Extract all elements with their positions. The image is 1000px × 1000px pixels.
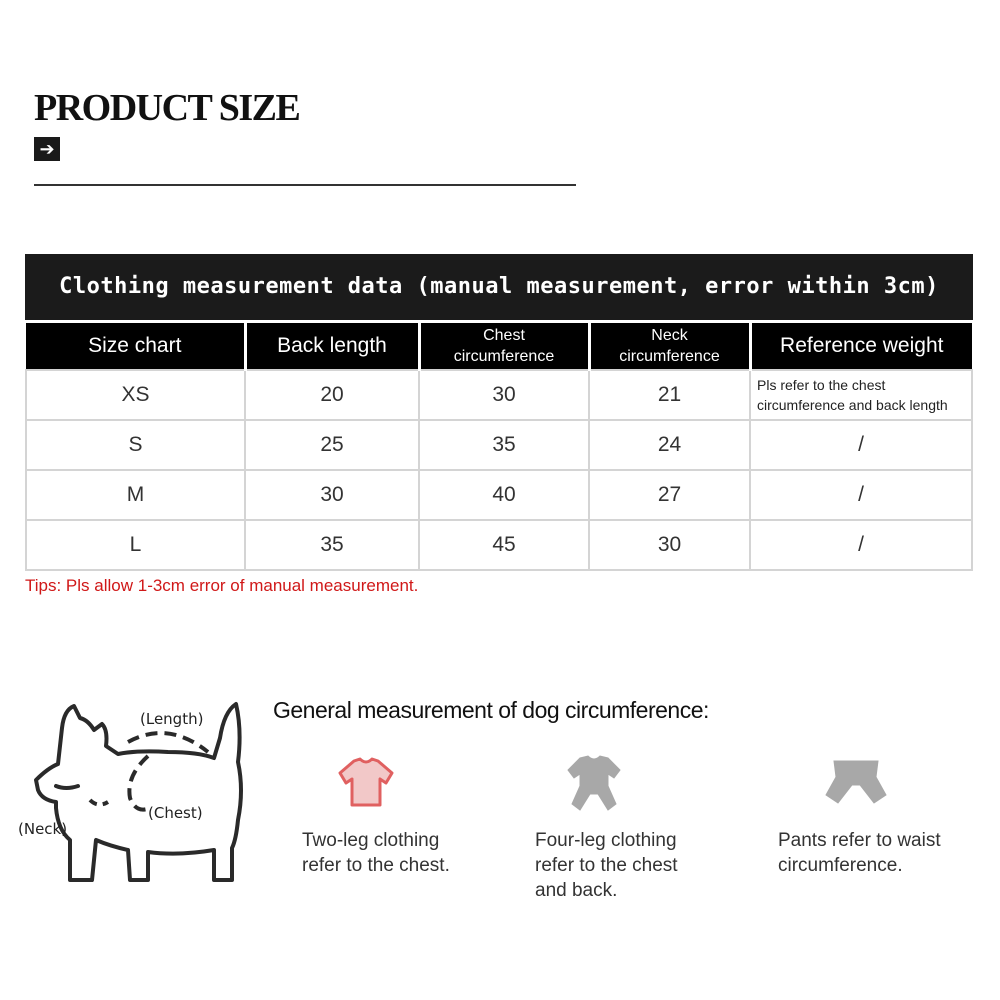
header-neck-circumference	[589, 323, 750, 370]
two-leg-caption-line2: refer to the chest.	[302, 855, 450, 876]
neck-measure-line	[90, 800, 108, 805]
pants-caption-line2: circumference.	[778, 855, 903, 876]
table-row	[26, 520, 972, 570]
header-chest-circumference	[419, 323, 589, 370]
chest-cell: 35	[419, 420, 589, 470]
title-divider	[34, 184, 576, 186]
chest-cell: 45	[419, 520, 589, 570]
tips-note: Tips: Pls allow 1-3cm error of manual measurement.	[25, 576, 419, 595]
page-title: PRODUCT SIZE	[34, 87, 300, 129]
header-back-length: Back length	[245, 323, 419, 370]
reference-weight-cell: /	[750, 520, 972, 570]
header-neck-circumference-label: Neck circumference	[619, 327, 720, 365]
back-length-cell: 35	[245, 520, 419, 570]
general-measurement-title: General measurement of dog circumference:	[273, 697, 709, 723]
back-length-cell: 20	[245, 370, 419, 420]
reference-weight-cell: Pls refer to the chest circumference and back length	[750, 370, 972, 420]
chest-cell: 40	[419, 470, 589, 520]
measurement-banner: Clothing measurement data (manual measurement, error within 3cm)	[25, 254, 973, 320]
size-cell: L	[26, 520, 245, 570]
neck-cell: 21	[589, 370, 750, 420]
table-row	[26, 370, 972, 420]
pants-icon	[822, 757, 890, 809]
table-row	[26, 420, 972, 470]
four-leg-caption-line1: Four-leg clothing	[535, 830, 677, 851]
size-cell: XS	[26, 370, 245, 420]
back-length-cell: 30	[245, 470, 419, 520]
four-leg-caption	[535, 828, 678, 903]
neck-cell: 30	[589, 520, 750, 570]
four-leg-caption-line2: refer to the chest	[535, 855, 678, 876]
size-cell: M	[26, 470, 245, 520]
neck-cell: 27	[589, 470, 750, 520]
reference-weight-cell: /	[750, 420, 972, 470]
length-label: (Length)	[140, 710, 204, 728]
back-length-cell: 25	[245, 420, 419, 470]
chest-measure-line	[129, 756, 150, 810]
header-reference-weight: Reference weight	[750, 323, 972, 370]
pants-caption	[778, 828, 941, 878]
arrow-right-icon: ➔	[34, 137, 60, 161]
neck-label: (Neck)	[18, 820, 68, 838]
header-chest-circumference-label: Chest circumference	[453, 327, 555, 365]
reference-weight-cell: /	[750, 470, 972, 520]
table-row	[26, 470, 972, 520]
chest-cell: 30	[419, 370, 589, 420]
two-leg-caption-line1: Two-leg clothing	[302, 830, 440, 851]
dog-measurement-diagram	[18, 690, 268, 890]
two-leg-shirt-icon	[336, 755, 396, 811]
table-header-row	[26, 323, 972, 370]
header-size-chart: Size chart	[26, 323, 245, 370]
pants-caption-line1: Pants refer to waist	[778, 830, 941, 851]
two-leg-caption	[302, 828, 450, 878]
size-cell: S	[26, 420, 245, 470]
neck-cell: 24	[589, 420, 750, 470]
chest-label: (Chest)	[148, 804, 203, 822]
dog-outline-icon	[36, 704, 241, 880]
four-leg-caption-line3: and back.	[535, 880, 618, 901]
four-leg-suit-icon	[566, 752, 622, 814]
size-table	[25, 323, 973, 571]
length-measure-line	[128, 733, 208, 752]
